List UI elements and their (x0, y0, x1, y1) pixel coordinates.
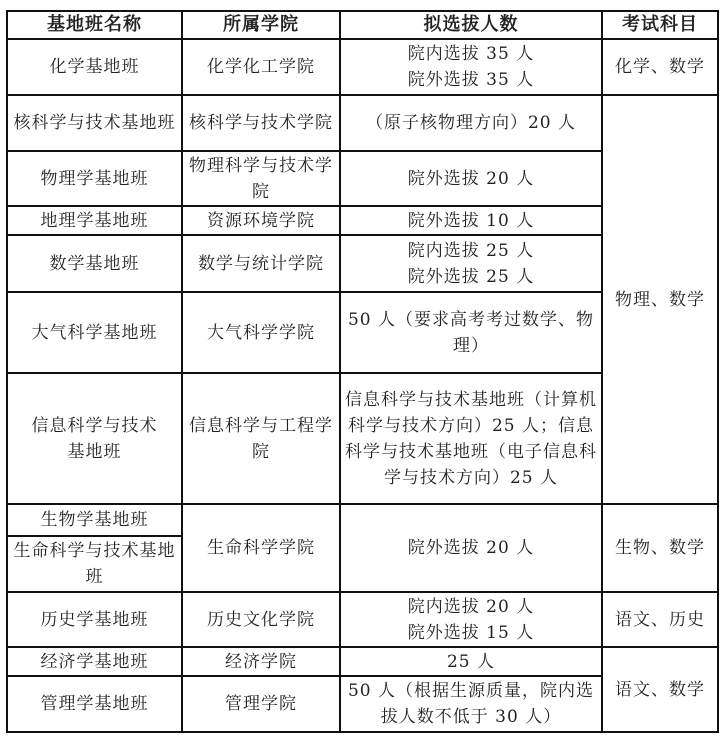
cell-count: （原子核物理方向）20 人 (340, 95, 602, 151)
cell-college: 信息科学与工程学院 (182, 373, 340, 504)
cell-name: 数学基地班 (7, 235, 182, 292)
header-college: 所属学院 (182, 11, 340, 39)
cell-name: 化学基地班 (7, 39, 182, 95)
cell-college: 管理学院 (182, 676, 340, 732)
table-row (7, 592, 718, 647)
cell-college: 历史文化学院 (182, 592, 340, 647)
cell-count: 院内选拔 25 人 院外选拔 25 人 (340, 235, 602, 292)
cell-college: 经济学院 (182, 647, 340, 676)
cell-count: 院外选拔 10 人 (340, 206, 602, 235)
table-row (7, 504, 718, 536)
header-count: 拟选拔人数 (340, 11, 602, 39)
cell-college: 化学化工学院 (182, 39, 340, 95)
cell-name: 管理学基地班 (7, 676, 182, 732)
cell-count: 50 人（根据生源质量，院内选拔人数不低于 30 人） (340, 676, 602, 732)
cell-count: 信息科学与技术基地班（计算机科学与技术方向）25 人；信息科学与技术基地班（电子信息科学与技术方向）25 人 (340, 373, 602, 504)
cell-name: 地理学基地班 (7, 206, 182, 235)
cell-exam: 化学、数学 (602, 39, 718, 95)
cell-name: 核科学与技术基地班 (7, 95, 182, 151)
cell-college: 物理科学与技术学院 (182, 151, 340, 206)
cell-name: 大气科学基地班 (7, 292, 182, 373)
cell-college: 生命科学学院 (182, 504, 340, 592)
cell-count: 50 人（要求高考考过数学、物理） (340, 292, 602, 373)
table-row (7, 95, 718, 151)
cell-exam: 物理、数学 (602, 95, 718, 504)
cell-exam: 语文、数学 (602, 647, 718, 732)
cell-name: 生物学基地班 (7, 504, 182, 536)
cell-name: 历史学基地班 (7, 592, 182, 647)
cell-count: 院内选拔 20 人 院外选拔 15 人 (340, 592, 602, 647)
cell-college: 数学与统计学院 (182, 235, 340, 292)
cell-exam: 语文、历史 (602, 592, 718, 647)
table-row (7, 39, 718, 95)
header-exam: 考试科目 (602, 11, 718, 39)
cell-count: 25 人 (340, 647, 602, 676)
cell-name: 信息科学与技术基地班 (7, 373, 182, 504)
admission-table (6, 10, 719, 733)
cell-exam: 生物、数学 (602, 504, 718, 592)
cell-college: 核科学与技术学院 (182, 95, 340, 151)
cell-college: 资源环境学院 (182, 206, 340, 235)
table-row (7, 647, 718, 676)
cell-name: 生命科学与技术基地班 (7, 536, 182, 592)
cell-name: 物理学基地班 (7, 151, 182, 206)
cell-count: 院外选拔 20 人 (340, 504, 602, 592)
cell-count: 院内选拔 35 人 院外选拔 35 人 (340, 39, 602, 95)
cell-college: 大气科学学院 (182, 292, 340, 373)
header-name: 基地班名称 (7, 11, 182, 39)
cell-count: 院外选拔 20 人 (340, 151, 602, 206)
cell-name: 经济学基地班 (7, 647, 182, 676)
table-header-row (7, 11, 718, 39)
